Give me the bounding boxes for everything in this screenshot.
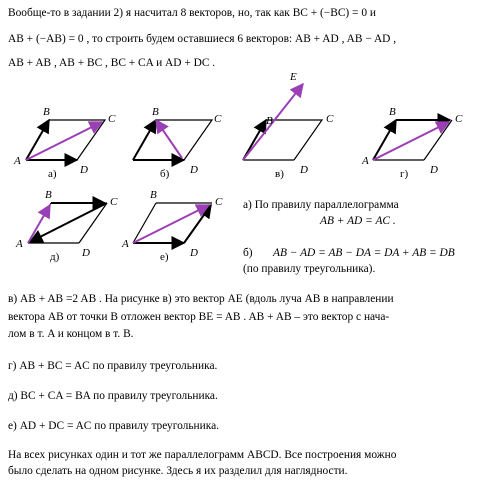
label-e-C: C (110, 196, 118, 208)
caption-d: г) (400, 168, 409, 180)
label-a-B: B (43, 106, 50, 118)
explain-b-prefix: б) (243, 247, 253, 259)
label-c-E: E (290, 71, 297, 83)
caption-c: в) (275, 168, 284, 180)
figure-e (15, 189, 118, 263)
label-e-D: D (82, 247, 90, 259)
conclusion-line-1: На всех рисунках один и тот же параллелограмм ABCD. Все построения можно (8, 449, 397, 461)
label-b-B: B (152, 106, 159, 118)
label-a-C: C (108, 113, 116, 125)
label-d-A: A (362, 155, 369, 167)
label-d-C: C (455, 113, 463, 125)
intro-line-2: AB + (−AB) = 0 , то строить будем оставшиеся 6 векторов: AB + AD , AB − AD , (8, 33, 397, 45)
label-c-D: D (300, 164, 308, 176)
label-a-A: A (14, 155, 21, 167)
text-e: е) AD + DC = AC по правилу треугольника. (8, 420, 219, 432)
text-v-line-2: вектора AB от точки B отложен вектор BE = AB . AB + AB – это вектор с нача- (8, 311, 390, 323)
figure-f (121, 189, 223, 263)
label-f-C: C (215, 196, 223, 208)
intro-line-1: Вообще-то в задании 2) я насчитал 8 векторов, но, так как BC + (−BC) = 0 и (8, 7, 376, 19)
label-b-C: C (214, 113, 222, 125)
label-f-B: B (150, 189, 157, 201)
caption-a: а) (48, 168, 57, 180)
label-c-B: B (266, 115, 273, 127)
text-v-line-3: лом в т. A и концом в т. B. (8, 328, 134, 340)
explain-b-note: (по правилу треугольника). (243, 263, 376, 275)
label-c-C: C (326, 113, 334, 125)
figure-c (243, 71, 334, 180)
figure-a (13, 106, 116, 180)
label-a-D: D (80, 164, 88, 176)
label-e-B: B (45, 189, 52, 201)
text-d: д) BC + CA = BA по правилу треугольника. (8, 390, 218, 402)
caption-e: д) (50, 251, 60, 263)
conclusion-line-2: было сделать на одном рисунке. Здесь я их разделил для наглядности. (8, 465, 348, 477)
text-v-line-1: в) AB + AB =2 AB . На рисунке в) это вектор AE (вдоль луча AB в направлении (8, 293, 394, 305)
text-g: г) AB + BC = AC по правилу треугольника. (8, 360, 218, 372)
label-d-B: B (389, 106, 396, 118)
explain-b-formula: AB − AD = AB − DA = DA + AB = DB (273, 247, 455, 259)
explain-a-formula: AB + AD = AC . (320, 215, 396, 227)
label-e-A: A (16, 238, 23, 250)
intro-line-3: AB + AB , AB + BC , BC + CA и AD + DC . (8, 57, 216, 69)
caption-b: б) (160, 168, 170, 180)
explain-a-title: а) По правилу параллелограмма (243, 199, 399, 211)
label-b-D: D (190, 164, 198, 176)
caption-f: е) (160, 251, 169, 263)
label-f-D: D (190, 247, 198, 259)
figure-d (361, 106, 463, 180)
figure-b (133, 106, 222, 180)
label-f-A: A (122, 238, 129, 250)
label-d-D: D (430, 164, 438, 176)
